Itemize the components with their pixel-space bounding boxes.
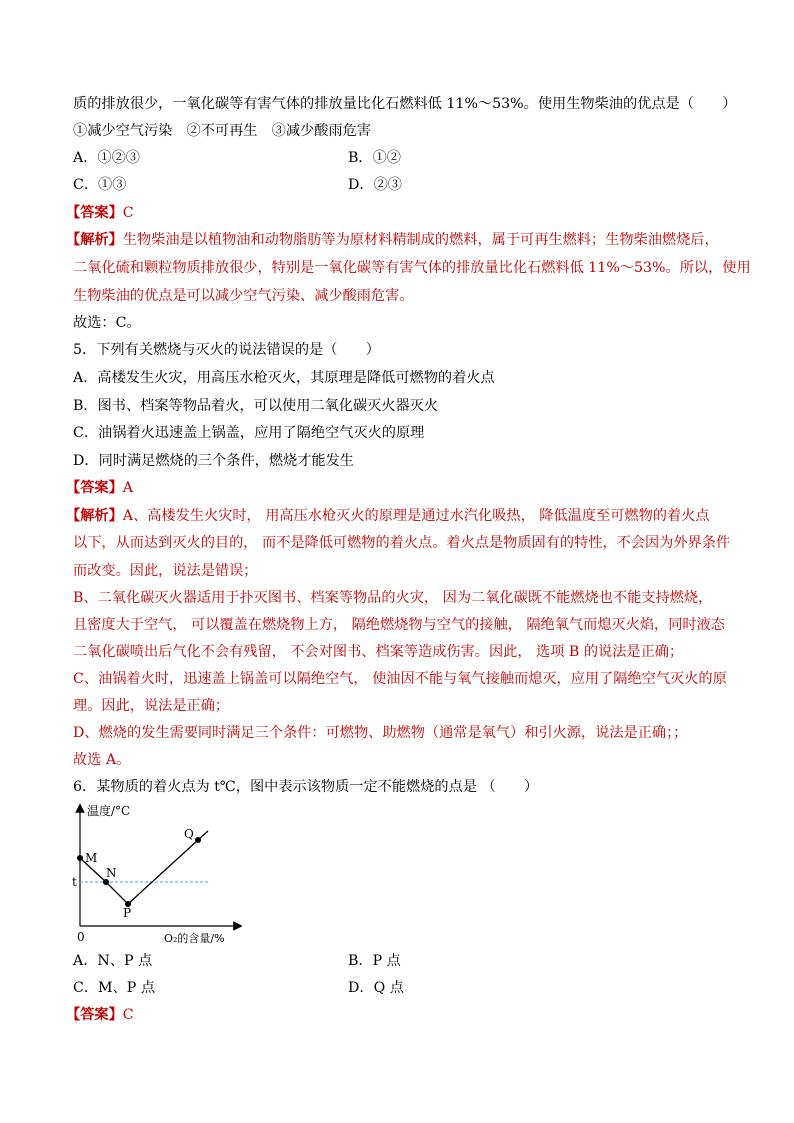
answer-tag: 【答案】 (66, 480, 123, 496)
q5-analysis-b-3: 二氧化碳喷出后气化不会有残留， 不会对图书、档案等造成伤害。因此， 选项 B 的说法是正确； (73, 644, 684, 660)
q4-option-a: A．①②③ (73, 150, 140, 166)
q5-option-b: B．图书、档案等物品着火，可以使用二氧化碳灭火器灭火 (73, 398, 439, 414)
temperature-oxygen-graph (72, 800, 242, 946)
q5-analysis-b-2: 且密度大于空气， 可以覆盖在燃烧物上方， 隔绝燃烧物与空气的接触， 隔绝氧气而熄灭火焰，同时液态 (73, 617, 725, 633)
t-label: t (72, 875, 77, 889)
answer-tag: 【答案】 (66, 205, 123, 221)
point-q (195, 837, 201, 843)
analysis-tag: 【解析】 (66, 232, 123, 248)
answer-value: C (122, 1007, 134, 1023)
analysis-text: A、高楼发生火灾时， 用高压水枪灭火的原理是通过水汽化吸热， 降低温度至可燃物的着火点 (122, 508, 710, 524)
q4-option-c: C．①③ (73, 177, 127, 193)
q5-analysis-b-1: B、二氧化碳灭火器适用于扑灭图书、档案等物品的火灾， 因为二氧化碳既不能燃烧也不能支持燃烧， (73, 590, 713, 606)
q5-option-d: D．同时满足燃烧的三个条件，燃烧才能发生 (73, 453, 354, 469)
p-label: P (123, 906, 132, 920)
q6-option-d: D．Q 点 (348, 980, 404, 996)
answer-value: A (122, 480, 134, 496)
m-label: M (85, 851, 98, 865)
q5-analysis-a-1 (66, 506, 710, 526)
q6-option-c: C．M、P 点 (73, 980, 156, 996)
q5-analysis-d-1: D、燃烧的发生需要同时满足三个条件：可燃物、助燃物（通常是氧气）和引火源，说法是正确；； (73, 725, 688, 741)
q4-analysis-line-1 (66, 230, 719, 250)
analysis-tag: 【解析】 (66, 508, 123, 524)
q5-analysis-c-2: 理。因此，说法是正确； (73, 698, 230, 714)
q5-answer (66, 478, 134, 498)
y-axis-label: 温度/°C (87, 804, 131, 818)
q-label: Q (184, 827, 194, 841)
q5-analysis-a-3: 而改变。因此，说法是错误； (73, 563, 258, 579)
q5-analysis-c-1: C、油锅着火时，迅速盖上锅盖可以隔绝空气， 使油因不能与氧气接触而熄灭，应用了隔绝空气灭火的原 (73, 671, 727, 687)
q5-stem: 5．下列有关燃烧与灭火的说法错误的是（ ） (73, 342, 380, 358)
q5-conclusion: 故选 A。 (73, 752, 131, 768)
n-label: N (106, 866, 117, 880)
point-m (77, 855, 83, 861)
q5-option-a: A．高楼发生火灾，用高压水枪灭火，其原理是降低可燃物的着火点 (73, 370, 495, 386)
q6-option-b: B．P 点 (348, 953, 401, 969)
analysis-text: 生物柴油是以植物油和动物脂肪等为原材料精制成的燃料，属于可再生燃料；生物柴油燃烧后， (122, 232, 719, 248)
q4-answer (66, 203, 134, 223)
q6-option-a: A．N、P 点 (73, 953, 153, 969)
q6-stem: 6．某物质的着火点为 t℃，图中表示该物质一定不能燃烧的点是 （ ） (73, 779, 539, 795)
q4-analysis-line-2: 二氧化硫和颗粒物质排放很少，特别是一氧化碳等有害气体的排放量比化石燃料低 11%～53%。所以，使用 (73, 260, 751, 276)
q4-option-d: D．②③ (348, 177, 402, 193)
q4-analysis-line-3: 生物柴油的优点是可以减少空气污染、减少酸雨危害。 (73, 288, 414, 304)
q4-conclusion: 故选：C。 (73, 315, 141, 331)
q4-option-b: B．①② (348, 150, 401, 166)
temperature-curve (80, 831, 208, 904)
q4-items: ①减少空气污染 ②不可再生 ③减少酸雨危害 (73, 123, 371, 139)
q4-stem-end: 质的排放很少，一氧化碳等有害气体的排放量比化石燃料低 11%～53%。使用生物柴油的优点是（ ） (73, 96, 737, 112)
q5-analysis-a-2: 以下，从而达到灭火的目的， 而不是降低可燃物的着火点。着火点是物质固有的特性，不会因为外界条件 (73, 535, 731, 551)
q6-answer (66, 1005, 134, 1025)
q5-option-c: C．油锅着火迅速盖上锅盖，应用了隔绝空气灭火的原理 (73, 425, 425, 441)
answer-value: C (122, 205, 134, 221)
origin-label: 0 (77, 930, 85, 944)
answer-tag: 【答案】 (66, 1007, 123, 1023)
x-axis-label: O₂的含量/% (164, 932, 225, 945)
